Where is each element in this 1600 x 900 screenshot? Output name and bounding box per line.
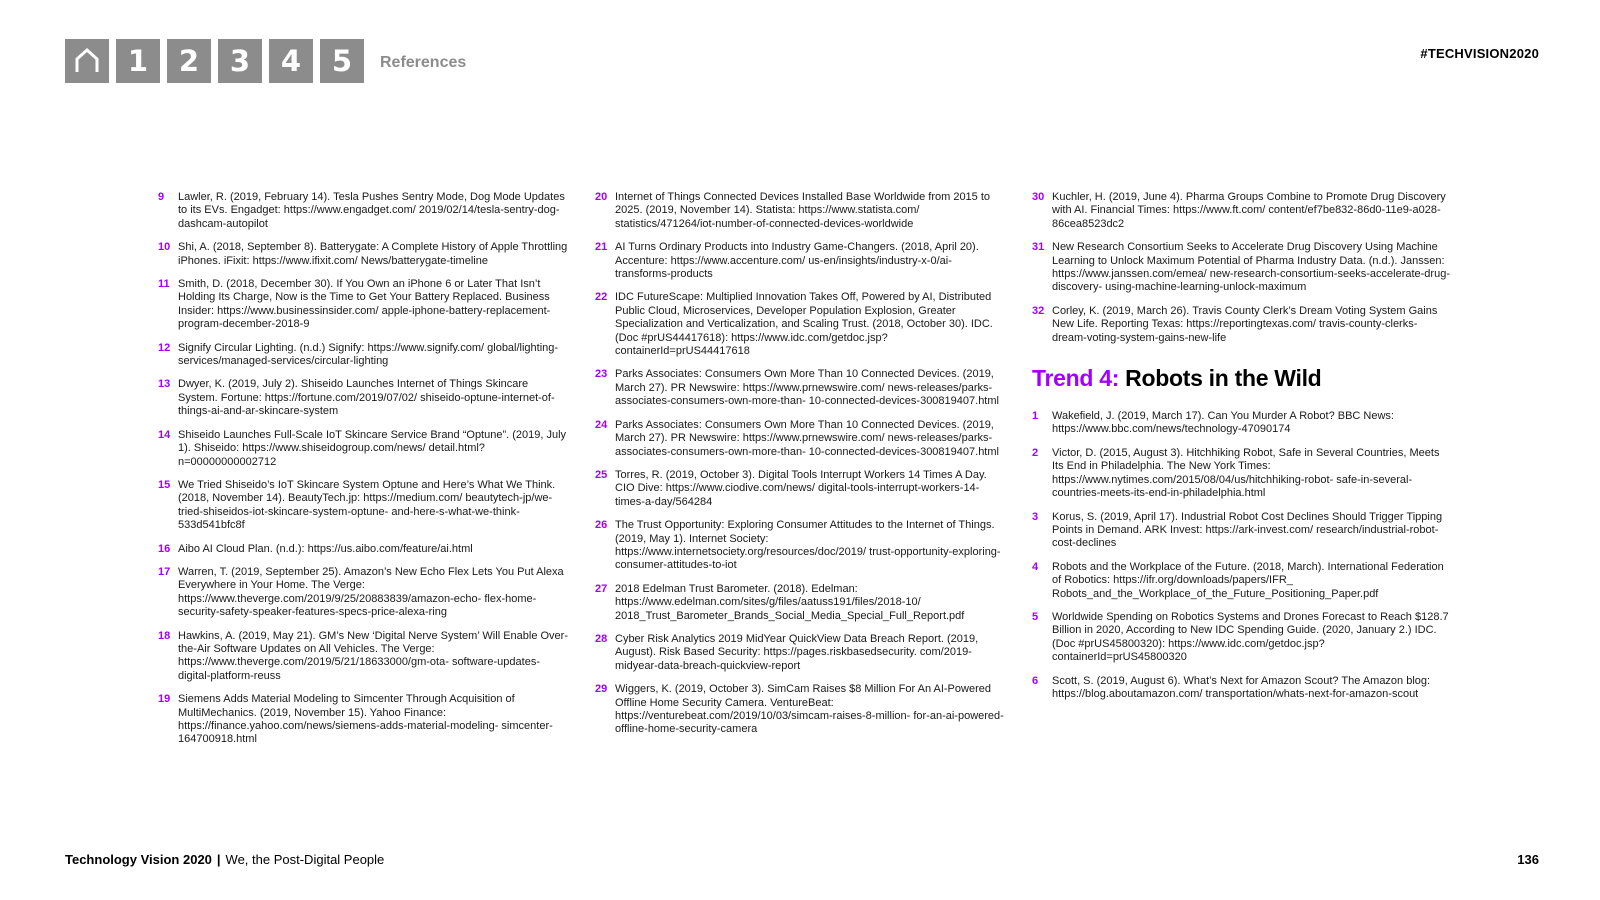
section-nav [65,39,466,83]
reference-number: 24 [595,418,608,431]
reference-item [158,342,570,369]
reference-number: 3 [1032,510,1039,523]
reference-text: Warren, T. (2019, September 25). Amazon’s New Echo Flex Lets You Put Alexa Everywhere in Your Home. The Verge: https://www.theverge.com/2019/9/25/20883839/amazon-echo- flex-home-security-safety-speaker-features-specs-price-alexa-ring [178,565,564,619]
reference-item [595,191,1007,231]
reference-item [595,419,1007,459]
reference-text: Wakefield, J. (2019, March 17). Can You Murder A Robot? BBC News: https://www.bbc.com/news/technology-47090174 [1052,410,1394,436]
reference-item [1032,611,1452,665]
reference-text: Kuchler, H. (2019, June 4). Pharma Groups Combine to Promote Drug Discovery with AI. Financial Times: https://www.ft.com/ content/ef7be832-86d0-11e9-a028-86cea8523dc2 [1052,191,1446,230]
reference-item [1032,191,1452,231]
reference-number: 23 [595,368,608,381]
reference-number: 15 [158,478,171,491]
reference-number: 18 [158,629,171,642]
reference-number: 12 [158,341,171,354]
reference-text: Korus, S. (2019, April 17). Industrial Robot Cost Declines Should Trigger Tipping Points in Demand. ARK Invest: https://ark-invest.com/ research/industrial-robot-cost-declines [1052,510,1443,550]
reference-item [595,241,1007,281]
reference-text: Wiggers, K. (2019, October 3). SimCam Raises $8 Million For An AI-Powered Offline Home Security Camera. VentureBeat: https://venturebeat.com/2019/10/03/simcam-raises-8-million- for-an-ai-powered-offline-home-security-camera [615,683,1004,736]
reference-number: 31 [1032,241,1045,254]
reference-item [595,469,1007,509]
home-button[interactable] [65,39,109,83]
page-number: 136 [1517,852,1539,867]
reference-text: Dwyer, K. (2019, July 2). Shiseido Launches Internet of Things Skincare System. Fortune: https://fortune.com/2019/07/02/ shiseido-optune-internet-of-things-ai-and-ar-skincare-system [178,378,555,418]
reference-text: New Research Consortium Seeks to Accelerate Drug Discovery Using Machine Learning to Unlock Maximum Potential of Pharma Industry Data. (n.d.). Janssen: https://www.janssen.com/emea/ new-research-consortium-seeks-accelerate-drug-discovery- using-machine-learning-unlock-maximum [1052,241,1450,294]
reference-number: 11 [158,278,170,291]
reference-number: 1 [1032,410,1039,423]
references-link[interactable]: References [380,54,467,71]
reference-text: Cyber Risk Analytics 2019 MidYear QuickView Data Breach Report. (2019, August). Risk Based Security: https://pages.riskbasedsecurity. com/2019-midyear-data-breach-quickview-report [615,632,979,672]
reference-number: 32 [1032,304,1045,317]
reference-item [1032,241,1452,295]
section-1-button[interactable]: 1 [116,39,160,83]
reference-text: IDC FutureScape: Multiplied Innovation Takes Off, Powered by AI, Distributed Public Cloud, Microservices, Developer Population Explosion, Greater Specialization and Verticalization, and Scaling Trust. (2018, October 30). IDC. (Doc #prUS44417618): https://www.idc.com/getdoc.jsp?containerId=prUS44417618 [615,291,993,358]
section-5-button[interactable]: 5 [320,39,364,83]
reference-number: 9 [158,191,165,203]
reference-number: 6 [1032,674,1039,687]
footer-separator: | [216,852,221,867]
reference-text: 2018 Edelman Trust Barometer. (2018). Edelman: https://www.edelman.com/sites/g/files/aatuss191/files/2018-10/ 2018_Trust_Barometer_Brands_Social_Media_Special_Full_Report.pdf [615,582,965,622]
section-3-button[interactable]: 3 [218,39,262,83]
reference-item [1032,410,1452,437]
section-4-button[interactable]: 4 [269,39,313,83]
reference-item [595,683,1007,737]
reference-item [1032,511,1452,551]
reference-number: 4 [1032,560,1039,573]
reference-text: Shiseido Launches Full-Scale IoT Skincare Service Brand “Optune”. (2019, July 1). Shiseido: https://www.shiseidogroup.com/news/ detail.html?n=00000000002712 [178,428,567,468]
trend-4-heading [1032,365,1452,392]
reference-number: 20 [595,191,608,203]
reference-item [595,519,1007,573]
reference-number: 5 [1032,610,1039,623]
hashtag: #TECHVISION2020 [1420,46,1539,61]
reference-text: Smith, D. (2018, December 30). If You Own an iPhone 6 or Later That Isn’t Holding Its Charge, Now is the Time to Get Your Battery Replaced. Business Insider: https://www.businessinsider.com/ apple-iphone-battery-replacement-program-december-2018-9 [178,278,551,331]
reference-text: Aibo AI Cloud Plan. (n.d.): https://us.aibo.com/feature/ai.html [178,542,473,555]
reference-item [595,291,1007,358]
reference-number: 19 [158,693,171,706]
reference-item [158,693,570,747]
reference-number: 14 [158,428,171,441]
reference-text: Corley, K. (2019, March 26). Travis County Clerk’s Dream Voting System Gains New Life. Reporting Texas: https://reportingtexas.com/ travis-county-clerks-dream-voting-system-gains-new-life [1052,304,1438,344]
reference-item [595,633,1007,673]
reference-number: 30 [1032,191,1045,203]
reference-number: 26 [595,519,608,532]
footer [65,852,384,867]
reference-number: 21 [595,241,608,254]
reference-number: 22 [595,291,608,304]
reference-number: 13 [158,378,171,391]
reference-item [158,378,570,418]
reference-item [158,278,570,332]
reference-text: Hawkins, A. (2019, May 21). GM’s New ‘Digital Nerve System’ Will Enable Over-the-Air Software Updates on All Vehicles. The Verge: https://www.theverge.com/2019/5/21/18633000/gm-ota- software-updates-digital-platform-reuss [178,629,569,682]
reference-number: 28 [595,632,608,645]
reference-text: Internet of Things Connected Devices Installed Base Worldwide from 2015 to 2025. (2019, November 14). Statista: https://www.statista.com/ statistics/471264/iot-number-of-connected-devices-worldwide [615,191,991,230]
references-column-3 [1032,191,1452,711]
reference-text: Lawler, R. (2019, February 14). Tesla Pushes Sentry Mode, Dog Mode Updates to its EVs. Engadget: https://www.engadget.com/ 2019/02/14/tesla-sentry-dog-dashcam-autopilot [178,191,565,230]
reference-text: Parks Associates: Consumers Own More Than 10 Connected Devices. (2019, March 27). PR Newswire: https://www.prnewswire.com/ news-releases/parks-associates-consumers-own-more-than- 10-connected-devices-300819407.html [615,418,999,458]
home-icon [74,48,100,74]
section-2-button[interactable]: 2 [167,39,211,83]
reference-text: The Trust Opportunity: Exploring Consumer Attitudes to the Internet of Things. (2019, May 1). Internet Society: https://www.internetsociety.org/resources/doc/2019/ trust-opportunity-exploring-consumer-attitudes-to-iot [615,519,1001,572]
reference-item [1032,561,1452,601]
reference-item [158,429,570,469]
reference-item [595,368,1007,408]
reference-number: 29 [595,683,608,696]
reference-number: 10 [158,241,171,254]
reference-text: Robots and the Workplace of the Future. (2018, March). International Federation of Robotics: https://ifr.org/downloads/papers/IFR_ Robots_and_the_Workplace_of_the_Future_Positioning_Paper.pdf [1052,560,1444,600]
reference-number: 25 [595,468,608,481]
reference-item [158,479,570,533]
reference-item [158,566,570,620]
reference-item [158,543,570,556]
reference-item [1032,675,1452,702]
reference-text: Torres, R. (2019, October 3). Digital Tools Interrupt Workers 14 Times A Day. CIO Dive: https://www.ciodive.com/news/ digital-tools-interrupt-workers-14-times-a-day/564284 [615,468,987,508]
footer-title: Technology Vision 2020 [65,852,212,867]
reference-item [158,241,570,268]
reference-number: 17 [158,565,171,578]
reference-text: Victor, D. (2015, August 3). Hitchhiking Robot, Safe in Several Countries, Meets Its End in Philadelphia. The New York Times: https://www.nytimes.com/2015/08/04/us/hitchhiking-robot- safe-in-several-countries-meets-its-end-in-philadelphia.html [1052,446,1440,500]
reference-item [1032,305,1452,345]
reference-text: Signify Circular Lighting. (n.d.) Signify: https://www.signify.com/ global/lighting-services/managed-services/circular-lighting [178,341,559,368]
reference-item [1032,447,1452,501]
reference-text: Siemens Adds Material Modeling to Simcenter Through Acquisition of MultiMechanics. (2019, November 15). Yahoo Finance: https://finance.yahoo.com/news/siemens-adds-material-modeling- simcenter-164700918.html [178,693,553,746]
reference-item [158,191,570,231]
reference-item [158,630,570,684]
reference-text: Worldwide Spending on Robotics Systems and Drones Forecast to Reach $128.7 Billion in 2020, According to New IDC Spending Guide. (2020, January 2.) IDC. (Doc #prUS45800320): https://www.idc.com/getdoc.jsp?containerId=prUS45800320 [1052,610,1449,664]
reference-text: Shi, A. (2018, September 8). Batterygate: A Complete History of Apple Throttling iPhones. iFixit: https://www.ifixit.com/ News/batterygate-timeline [178,241,568,267]
footer-subtitle: We, the Post-Digital People [225,852,385,867]
references-column-2 [595,191,1007,747]
reference-item [595,583,1007,623]
reference-text: AI Turns Ordinary Products into Industry Game-Changers. (2018, April 20). Accenture: https://www.accenture.com/ us-en/insights/industry-x-0/ai-transforms-products [615,241,979,281]
references-column-1 [158,191,570,757]
reference-text: We Tried Shiseido’s IoT Skincare System Optune and Here’s What We Think. (2018, November 14). BeautyTech.jp: https://medium.com/ beautytech-jp/we-tried-shiseidos-iot-skincare-system-optune- and-here-s-what-we-think-533d541bfc8f [178,478,556,532]
trend-4-title: Robots in the Wild [1125,365,1322,392]
reference-number: 16 [158,542,171,555]
trend-4-prefix: Trend 4: [1032,365,1120,392]
reference-number: 27 [595,582,608,595]
reference-text: Scott, S. (2019, August 6). What’s Next for Amazon Scout? The Amazon blog: https://blog.aboutamazon.com/ transportation/whats-next-for-amazon-scout [1052,674,1431,700]
reference-number: 2 [1032,446,1039,459]
reference-text: Parks Associates: Consumers Own More Than 10 Connected Devices. (2019, March 27). PR Newswire: https://www.prnewswire.com/ news-releases/parks-associates-consumers-own-more-than- 10-connected-devices-300819407.html [615,368,999,408]
